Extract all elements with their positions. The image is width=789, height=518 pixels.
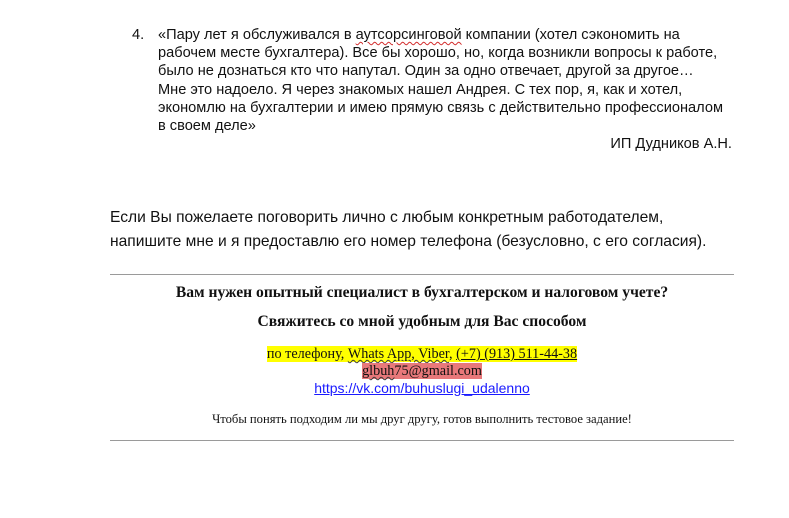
quote-text: компании (хотел сэкономить на xyxy=(461,27,680,43)
phone-apps: Whats App, Viber xyxy=(347,346,450,362)
phone-prefix: по телефону, xyxy=(266,346,348,362)
contact-question: Вам нужен опытный специалист в бухгалтерском и налоговом учете? xyxy=(175,284,669,301)
quote-line-3: было не дознаться кто что напутал. Один за одно отвечает, другой за другое… xyxy=(158,63,694,80)
quote-line-1 xyxy=(158,26,732,44)
contact-phone-line xyxy=(110,346,734,363)
top-divider xyxy=(110,274,734,275)
invite-paragraph xyxy=(110,206,750,254)
phone-number[interactable]: (+7) (913) 511-44-38 xyxy=(456,346,578,362)
test-task-note: Чтобы понять подходим ли мы друг другу, готов выполнить тестовое задание! xyxy=(212,412,632,426)
phone-separator: , xyxy=(449,346,457,362)
vk-link[interactable]: https://vk.com/buhuslugi_udalenno xyxy=(314,380,530,396)
quote-line-4: Мне это надоело. Я через знакомых нашел Андрея. С тех пор, я, как и хотел, xyxy=(158,81,683,98)
contact-subtitle: Свяжитесь со мной удобным для Вас способом xyxy=(257,313,587,330)
invite-line-1: Если Вы пожелаете поговорить лично с любым конкретным работодателем, xyxy=(110,209,664,226)
spellcheck-word: аутсорсинговой xyxy=(355,27,462,43)
email-domain: 75@gmail.com xyxy=(394,363,482,379)
contact-email-line xyxy=(110,363,734,380)
quote-text: «Пару лет я обслуживался в xyxy=(158,27,356,43)
quote-line-2: рабочем месте бухгалтера). Все бы хорошо, но, когда возникли вопросы к работе, xyxy=(158,45,718,62)
testimonial-quote xyxy=(158,26,732,135)
invite-line-2: напишите мне и я предоставлю его номер телефона (безусловно, с его согласия). xyxy=(110,233,707,250)
list-number: 4. xyxy=(132,27,145,43)
quote-line-6: в своем деле» xyxy=(158,118,256,135)
contact-vk-line xyxy=(110,380,734,396)
bottom-divider xyxy=(110,440,734,441)
email-highlight[interactable] xyxy=(362,363,482,379)
testimonial-author: ИП Дудников А.Н. xyxy=(610,136,732,152)
quote-line-5: экономлю на бухгалтерии и имею прямую связь с действительно профессионалом xyxy=(158,99,723,116)
phone-highlight xyxy=(267,346,577,362)
email-user: glbuh xyxy=(362,363,395,379)
